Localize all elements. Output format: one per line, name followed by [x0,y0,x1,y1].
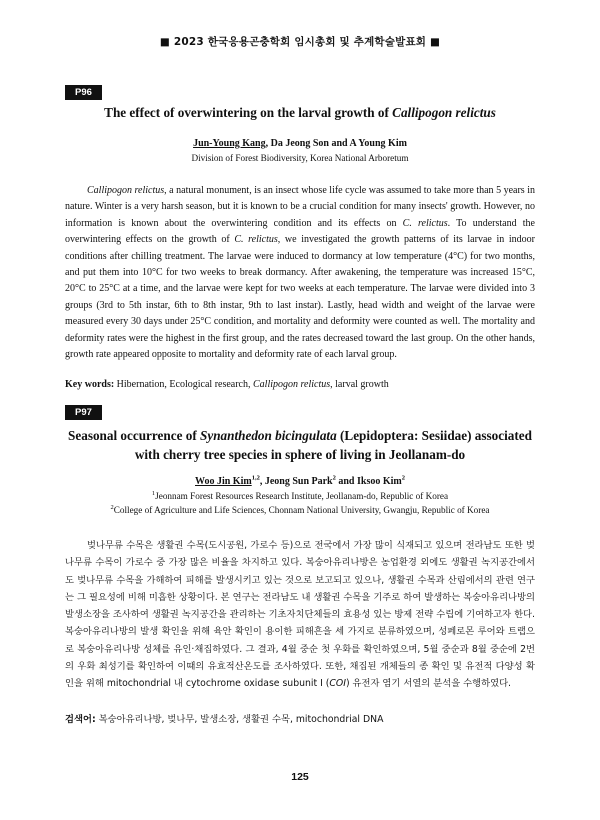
p96-abstract-text [65,183,535,363]
p96-abs-part-0: Callipogon relictus [87,185,165,196]
p96-other-authors: , Da Jeong Son and A Young Kim [265,138,407,149]
p97-affiliation-2 [60,504,540,517]
p96-keywords-pre: Hibernation, Ecological research, [114,379,253,390]
p97-title-prefix: Seasonal occurrence of [68,428,201,443]
p97-keywords [65,711,535,725]
p96-keywords-species: Callipogon relictus [253,379,331,390]
p97-author1-affil: 1,2 [251,474,260,482]
p96-abs-part-2: C. relictus [402,217,448,229]
p97-title [60,426,540,464]
p96-keywords-label: Key words: [65,379,115,390]
p97-affil2-text: College of Agriculture and Life Sciences, Chonnam National University, Gwangju, Republic of Korea [113,505,490,515]
p97-authors [60,476,540,487]
p96-abs-part-3: . To understand the overwintering effects on the growth of [65,217,535,246]
p97-abs-part-2: ) 유전자 염기 서열의 분석을 수행하였다. [345,678,512,690]
conference-header: ■ 2023 한국응용곤충학회 임시총회 및 추계학술발표회 ■ [159,36,441,48]
p97-author2-affil: 2 [332,474,336,482]
p97-affil1-text: Jeonnam Forest Resources Research Institute, Jeollanam-do, Republic of Korea [155,491,449,501]
p96-abs-part-4: C. relictus [234,234,278,246]
p97-title-line2: with cherry tree species in sphere of living in Jeollanam-do [134,447,466,462]
p97-affil2-marker: 2 [110,503,114,511]
abstract-tag-p97: P97 [65,405,102,420]
p97-presenting-author: Woo Jin Kim [195,476,252,487]
p97-title-line1 [68,428,532,443]
p97-affiliation-1 [60,490,540,503]
p97-keywords-label: 검색어: [65,714,96,725]
p97-keywords-text: 복숭아유리나방, 벚나무, 발생소장, 생활권 수목, mitochondrial DNA [95,714,384,725]
p97-abstract [65,537,535,693]
p96-abs-part-1: , a natural monument, is an insect whose life cycle was assumed to take more than 5 years in nature. Winter is a very harsh season, but it is known to be a crucial condition for many insects' growth. However, no information is known about the overwintering condition and its effects on [65,185,535,229]
p96-title [60,103,540,123]
p96-authors [60,138,540,149]
p96-keywords [65,379,535,390]
p97-author3: and Iksoo Kim [335,476,402,487]
p97-abs-part-0: 벚나무류 수목은 생활권 수목(도시공원, 가로수 등)으로 전국에서 가장 많이 식재되고 있으며 전라남도 또한 벚나무류 수목이 가로수 중 가장 많은 비율을 차지하고 있다. 복숭아유리나방은 농업환경 외에도 생활권 녹지공간에서도 벚나무류 수목을 가해하여 피해를 발생시키고 있는 것으로 보고되고 있으나, 생활권 수목과 산림에서의 관련 연구는 그 필요성에 비해 미흡한 상황이다. 본 연구는 전라남도 내 생활권 수목을 기주로 하여 발생하는 복숭아유리나방의 발생소장을 조사하여 생활권 녹지공간을 관리하는 기초자치단체들의 효용성 있는 방제 전략 수립에 기여하고자 한다. 복숭아유리나방의 발생 확인을 위해 육안 확인이 용이한 피해흔을 세 가지로 분류하였으며, 성페로몬 루어와 트랩으로 복숭아유리나방 성체를 유인·채집하였다. 그 결과, 4월 중순 첫 우화를 확인하였으며, 5월 중순과 8월 중순에 2번의 우화 최성기를 확인하여 이때의 유효적산온도를 조사하였다. 또한, 채집된 개체들의 종 확인 및 유전적 다양성 확인을 위해 mitochondrial 내 cytochrome oxidase subunit I ( [65,540,535,690]
page-number: 125 [291,771,309,783]
p97-title-species: Synanthedon bicingulata [200,428,337,443]
p97-author3-affil: 2 [401,474,405,482]
p96-title-text: The effect of overwintering on the larval growth of [104,105,393,120]
p97-affil1-marker: 1 [151,489,156,497]
abstract-tag-p96: P96 [65,85,102,100]
p97-title-suffix: (Lepidoptera: Sesiidae) associated [336,428,532,443]
p97-author2: , Jeong Sun Park [259,476,333,487]
p96-keywords-post: , larval growth [330,379,389,390]
p97-abstract-text [65,537,535,693]
p96-affiliation: Division of Forest Biodiversity, Korea National Arboretum [191,153,409,163]
p97-abs-part-1: COI [329,678,346,690]
p96-presenting-author: Jun-Young Kang [193,138,266,149]
p96-abs-part-5: , we investigated the growth patterns of its larvae in indoor conditions after chilling treatment. The larvae were induced to dormancy at low temperature (4°C) for two months, and put them into 10°C for two weeks to break dormancy. After awakening, the temperature was increased 15°C, 20°C to 25°C at a time, and the larvae were kept for two weeks at each temperature. The larvae were divided into 3 groups (3rd to 5th instar, 6th to 8th instar, 9th to last instar). Lastly, head width and weight of the larvae were measured every 30 days under 25°C condition, and mortality and deformity were counted as well. The mortality and deformity rates were the highest in the first group, and the rates decreased toward the last group. On the other hands, growth rate appeared opposite to mortality and deformity rate of each larval group. [65,234,535,361]
p96-title-species: Callipogon relictus [392,105,496,120]
p96-abstract [65,183,535,363]
